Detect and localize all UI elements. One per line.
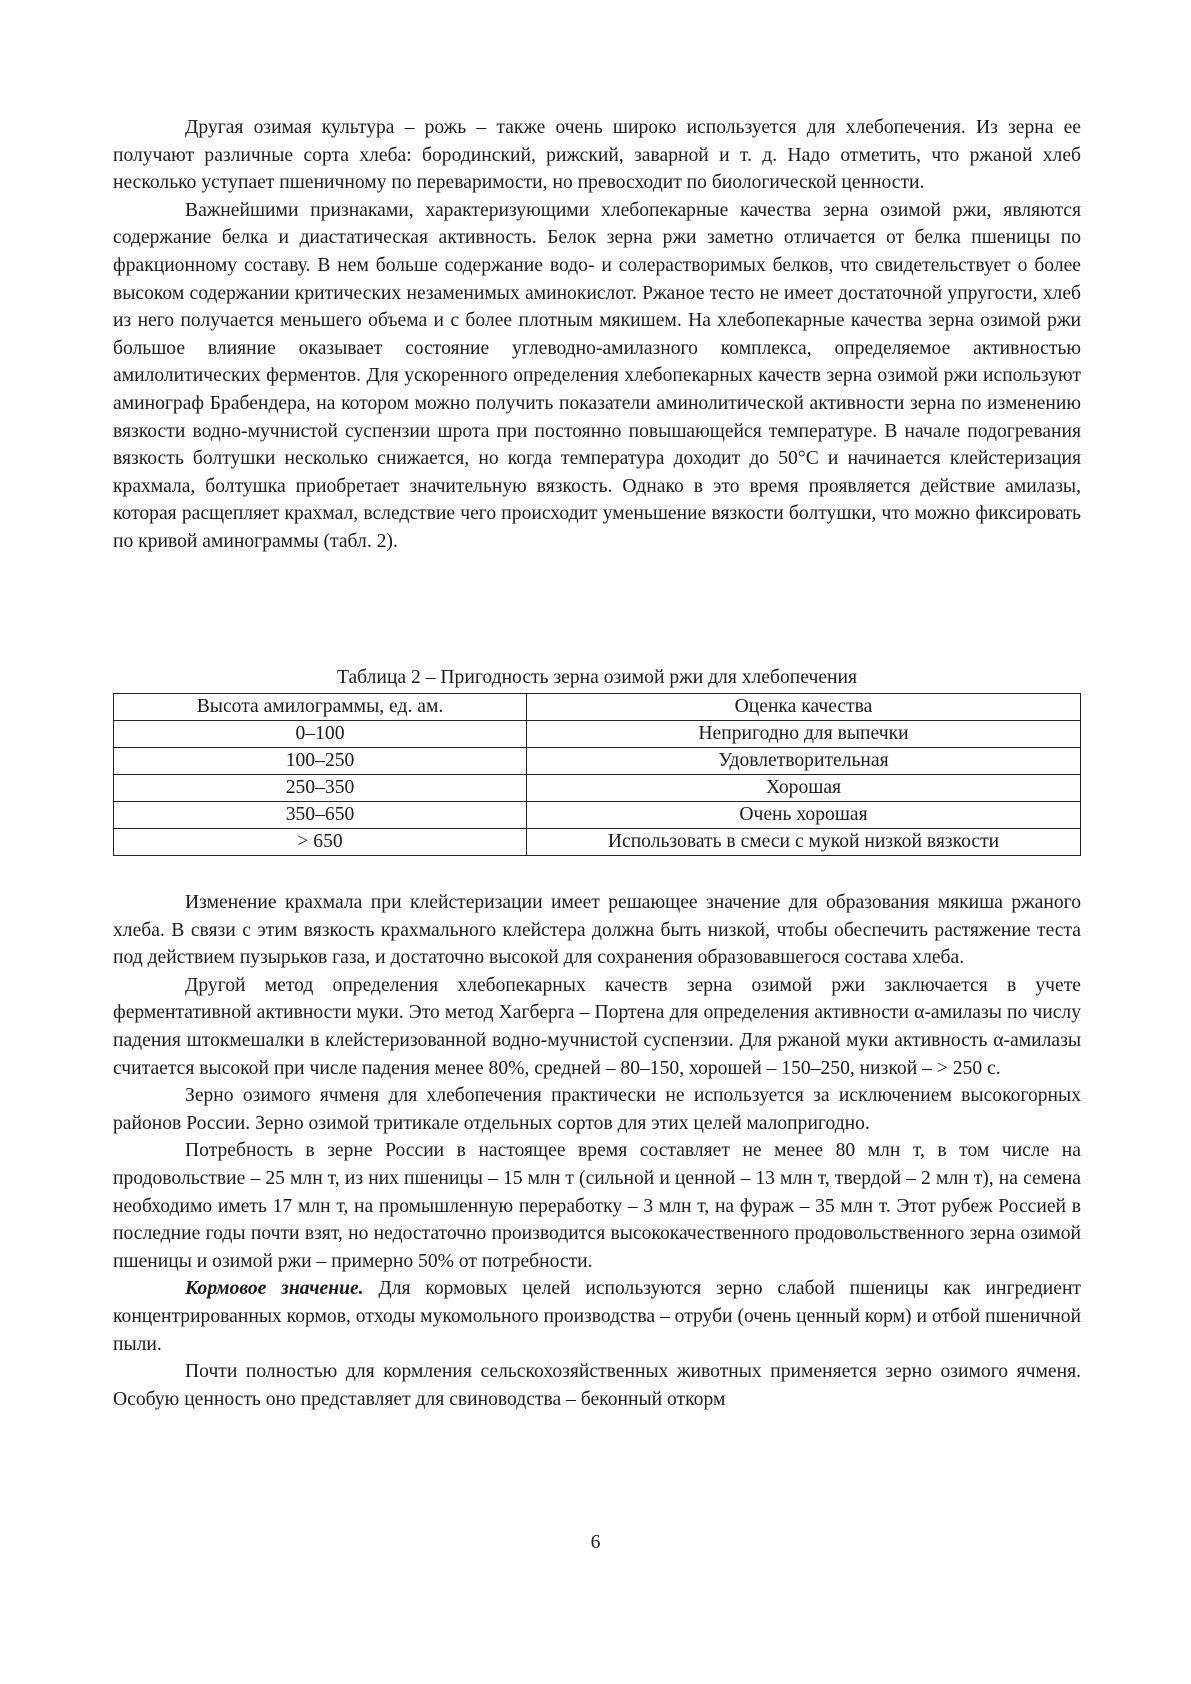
paragraph-rye-breadmaking: Другая озимая культура – рожь – также очень широко используется для хлебопечения. Из зерна ее получают различные сорта хлеба: бородинский, рижский, заварной и т. д. Надо отметить, что ржаной хлеб несколько уступает пшеничному по переваримости, но превосходит по биологической ценности. [113, 117, 1081, 194]
table-row [114, 748, 1081, 775]
table-cell-rating: Непригодно для выпечки [527, 721, 1081, 748]
text-block-bottom [113, 889, 1081, 1413]
table-header-amylogram-height: Высота амилограммы, ед. ам. [114, 694, 527, 721]
table-header-row [114, 694, 1081, 721]
text-block-top [113, 114, 1081, 556]
paragraph-starch-gelatinization: Изменение крахмала при клейстеризации имеет решающее значение для образования мякиша ржаного хлеба. В связи с этим вязкость крахмального клейстера должна быть низкой, чтобы обеспечить растяжение теста под действием пузырьков газа, и достаточно высокой для сохранения образовавшегося состава хлеба. [113, 892, 1081, 969]
table-cell-range: 0–100 [114, 721, 527, 748]
paragraph-hagberg-method: Другой метод определения хлебопекарных качеств зерна озимой ржи заключается в учете ферментативной активности муки. Это метод Хагберга – Портена для определения активности α-амилазы по числу падения штокмешалки в клейстеризованной водно-мучнистой суспензии. Для ржаной муки активность α-амилазы считается высокой при числе падения менее 80%, средней – 80–150, хорошей – 150–250, низкой – > 250 с. [113, 974, 1081, 1079]
table-row [114, 775, 1081, 802]
table-cell-range: > 650 [114, 829, 527, 856]
table-cell-range: 250–350 [114, 775, 527, 802]
table-caption: Таблица 2 – Пригодность зерна озимой ржи для хлебопечения [337, 667, 857, 688]
paragraph-barley-feeding: Почти полностью для кормления сельскохозяйственных животных применяется зерно озимого ячменя. Особую ценность оно представляет для свиноводства – беконный откорм [113, 1361, 1081, 1410]
paragraph-grain-demand: Потребность в зерне России в настоящее время составляет не менее 80 млн т, в том числе на продовольствие – 25 млн т, из них пшеницы – 15 млн т (сильной и ценной – 13 млн т, твердой – 2 млн т), на семена необходимо иметь 17 млн т, на промышленную переработку – 3 млн т, на фураж – 35 млн т. Этот рубеж Россией в последние годы почти взят, но недостаточно производится высококачественного продовольственного зерна озимой пшеницы и озимой ржи – примерно 50% от потребности. [113, 1140, 1081, 1272]
paragraph-feed-value [113, 1275, 1081, 1358]
table-cell-rating: Очень хорошая [527, 802, 1081, 829]
table-row [114, 721, 1081, 748]
table-cell-rating: Удовлетворительная [527, 748, 1081, 775]
table-header-quality-rating: Оценка качества [527, 694, 1081, 721]
page-number: 6 [590, 1532, 601, 1553]
feed-value-heading: Кормовое значение. [185, 1278, 364, 1300]
table-cell-rating: Хорошая [527, 775, 1081, 802]
paragraph-rye-quality-indicators: Важнейшими признаками, характеризующими хлебопекарные качества зерна озимой ржи, являются содержание белка и диастатическая активность. Белок зерна ржи заметно отличается от белка пшеницы по фракционному составу. В нем больше содержание водо- и солерастворимых белков, что свидетельствует о более высоком содержании критических незаменимых аминокислот. Ржаное тесто не имеет достаточной упругости, хлеб из него получается меньшего объема и с более плотным мякишем. На хлебопекарные качества зерна озимой ржи большое влияние оказывает состояние углеводно-амилазного комплекса, определяемое активностью амилолитических ферментов. Для ускоренного определения хлебопекарных качеств зерна озимой ржи используют аминограф Брабендера, на котором можно получить показатели аминолитической активности зерна по изменению вязкости водно-мучнистой суспензии шрота при постоянно повышающейся температуре. В начале подогревания вязкость болтушки несколько снижается, но когда температура доходит до 50°С и начинается клейстеризация крахмала, болтушка приобретает значительную вязкость. Однако в это время проявляется действие амилазы, которая расщепляет крахмал, вследствие чего происходит уменьшение вязкости болтушки, что можно фиксировать по кривой аминограммы (табл. 2). [113, 199, 1081, 552]
feed-value-text: Для кормовых целей используются зерно слабой пшеницы как ингредиент концентрированных кормов, отходы мукомольного производства – отруби (очень ценный корм) и отбой пшеничной пыли. [113, 1278, 1081, 1355]
table-cell-range: 100–250 [114, 748, 527, 775]
paragraph-winter-barley: Зерно озимого ячменя для хлебопечения практически не используется за исключением высокогорных районов России. Зерно озимой тритикале отдельных сортов для этих целей малопригодно. [113, 1085, 1081, 1134]
table-cell-range: 350–650 [114, 802, 527, 829]
table-cell-rating: Использовать в смеси с мукой низкой вязкости [527, 829, 1081, 856]
table-row [114, 829, 1081, 856]
table-row [114, 802, 1081, 829]
rye-suitability-table [113, 693, 1081, 856]
